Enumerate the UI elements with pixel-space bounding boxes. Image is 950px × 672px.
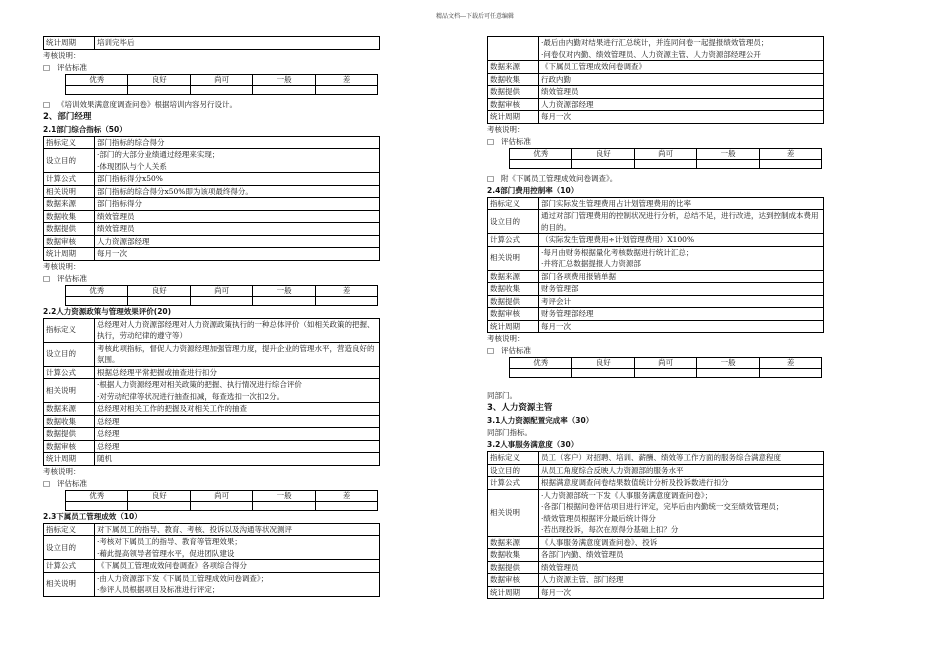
subsection-title: 3.1人力资源配置完成率（30） bbox=[487, 416, 594, 425]
field-value: 总经理 bbox=[95, 440, 380, 453]
field-label: 计算公式 bbox=[44, 366, 95, 379]
indicator-table bbox=[43, 523, 380, 597]
criteria-item: □ 评估标准 bbox=[487, 136, 531, 146]
same-indicator-note: 同部门指标。 bbox=[487, 428, 532, 437]
field-label: 数据来源 bbox=[488, 270, 539, 283]
subsection-title: 2.4部门费用控制率（10） bbox=[487, 185, 579, 195]
field-label: 数据来源 bbox=[44, 403, 95, 416]
table-row bbox=[488, 586, 824, 599]
field-value: 部门实际发生管理费用占计划管理费用的比率 bbox=[539, 197, 824, 210]
evaluation-scale-table: 优秀 良好 尚可 一般 差 bbox=[65, 490, 378, 511]
table-row bbox=[488, 86, 824, 99]
field-value: 部门指标的综合得分x50%即为该项最终得分。 bbox=[95, 185, 380, 198]
table-row bbox=[488, 320, 824, 333]
same-department-note: 同部门。 bbox=[487, 391, 517, 400]
table-row bbox=[44, 248, 380, 261]
field-label: 数据提供 bbox=[44, 428, 95, 441]
checkbox-icon: □ bbox=[43, 478, 51, 488]
subsection-title: 3.2人事服务满意度（30） bbox=[487, 440, 579, 449]
table-row bbox=[44, 440, 380, 453]
field-label: 数据收集 bbox=[488, 549, 539, 562]
field-label: 统计周期 bbox=[44, 453, 95, 466]
field-value: ·部门的大部分业绩通过经理来实现； ·体现团队与个人关系 bbox=[95, 149, 380, 173]
field-value: （实际发生管理费用÷计划管理费用）X100% bbox=[539, 234, 824, 247]
field-label: 数据审核 bbox=[44, 440, 95, 453]
evaluation-scale-table: 优秀 良好 尚可 一般 差 bbox=[65, 285, 378, 306]
field-value: 通过对部门管理费用的控制状况进行分析，总结不足，进行改进，达到控制成本费用的目的。 bbox=[539, 210, 824, 234]
field-label: 数据来源 bbox=[488, 61, 539, 74]
left-column bbox=[43, 36, 380, 597]
criteria-item: □ 评估标准 bbox=[43, 478, 87, 488]
table-row bbox=[488, 477, 824, 490]
table-row bbox=[44, 428, 380, 441]
evaluation-scale-table: 优秀 良好 尚可 一般 差 bbox=[509, 148, 822, 169]
field-label: 统计周期 bbox=[44, 37, 95, 50]
field-value: 根据总经理平常把握或抽查进行扣分 bbox=[95, 366, 380, 379]
table-row bbox=[44, 173, 380, 186]
table-row bbox=[44, 415, 380, 428]
field-label: 统计周期 bbox=[44, 248, 95, 261]
field-label: 设立目的 bbox=[44, 149, 95, 173]
table-row bbox=[488, 283, 824, 296]
indicator-table bbox=[487, 197, 824, 334]
field-value: 部门指标的综合得分 bbox=[95, 136, 380, 149]
field-value: ·根据人力资源经理对相关政策的把握、执行情况进行综合评价 ·对劳动纪律等状况进行抽查扣减，每查选扣一次扣2分。 bbox=[95, 379, 380, 403]
table-row bbox=[44, 198, 380, 211]
criteria-item: □ 评估标准 bbox=[43, 273, 87, 283]
table-row bbox=[488, 73, 824, 86]
criteria-item: □ 评估标准 bbox=[43, 62, 87, 72]
scale-excellent: 优秀 bbox=[66, 74, 128, 85]
assessment-note: 考核说明： bbox=[487, 334, 525, 343]
attachment-note: □ 附《下属员工管理成效问卷调查》。 bbox=[487, 173, 618, 183]
field-label: 数据收集 bbox=[488, 73, 539, 86]
table-row bbox=[488, 111, 824, 124]
field-label: 数据收集 bbox=[44, 210, 95, 223]
table-row bbox=[44, 379, 380, 403]
field-label: 数据来源 bbox=[44, 198, 95, 211]
table-row bbox=[488, 98, 824, 111]
field-label: 计算公式 bbox=[44, 173, 95, 186]
field-label: 数据收集 bbox=[44, 415, 95, 428]
field-value: 《下属员工管理成效问卷调查》 bbox=[539, 61, 824, 74]
field-label: 数据收集 bbox=[488, 283, 539, 296]
field-label: 数据提供 bbox=[44, 223, 95, 236]
field-value: 绩效管理员 bbox=[539, 86, 824, 99]
field-label: 指标定义 bbox=[44, 318, 95, 342]
field-value: 部门指标得分x50% bbox=[95, 173, 380, 186]
table-row bbox=[488, 464, 824, 477]
checkbox-icon: □ bbox=[487, 346, 495, 355]
subsection-title: 2.2人力资源政策与管理效果评价(20) bbox=[43, 306, 172, 316]
field-value: ·人力资源部统一下发《人事服务满意度调查问卷》； ·各部门根据问卷评估项目进行评定，完毕后由内勤统一交至绩效管理员； ·绩效管理员根据评分最后统计得分 ·若出现投诉，每次在原得分基础上扣？分 bbox=[539, 489, 824, 536]
indicator-table bbox=[487, 451, 824, 599]
table-row bbox=[488, 308, 824, 321]
field-value: 考核此项指标，督促人力资源经理加强管理力度，提升企业的管理水平，营造良好的氛围。 bbox=[95, 342, 380, 366]
field-value: 考评会计 bbox=[539, 295, 824, 308]
field-value: ·最后由内勤对结果进行汇总统计，并连同问卷一起提报绩效管理员； ·问卷仅对内勤、绩效管理员、人力资源主管、人力资源部经理公开 bbox=[539, 37, 824, 61]
section-title: 3、人力资源主管 bbox=[487, 403, 553, 413]
field-value: 绩效管理员 bbox=[95, 223, 380, 236]
field-value: 部门各项费用报销单据 bbox=[539, 270, 824, 283]
field-label: 设立目的 bbox=[488, 210, 539, 234]
field-label: 设立目的 bbox=[488, 464, 539, 477]
table-row bbox=[488, 561, 824, 574]
indicator-table bbox=[43, 318, 380, 466]
table-row bbox=[488, 295, 824, 308]
field-label: 指标定义 bbox=[44, 523, 95, 536]
field-value: 绩效管理员 bbox=[95, 210, 380, 223]
table-row bbox=[44, 185, 380, 198]
field-label: 计算公式 bbox=[488, 477, 539, 490]
section-title: 2、部门经理 bbox=[43, 111, 92, 122]
table-row bbox=[44, 149, 380, 173]
table-row bbox=[44, 342, 380, 366]
table-row bbox=[44, 318, 380, 342]
field-value: 财务管理部经理 bbox=[539, 308, 824, 321]
field-value: 总经理 bbox=[95, 428, 380, 441]
indicator-table bbox=[43, 136, 380, 261]
field-value: 行政内勤 bbox=[539, 73, 824, 86]
field-value: 每月一次 bbox=[95, 248, 380, 261]
scale-average: 一般 bbox=[253, 74, 315, 85]
field-value: 人力资源部经理 bbox=[95, 235, 380, 248]
field-value: 财务管理部 bbox=[539, 283, 824, 296]
field-label: 相关说明 bbox=[44, 572, 95, 596]
field-value: 从员工角度综合反映人力资源部的服务水平 bbox=[539, 464, 824, 477]
table-row bbox=[488, 574, 824, 587]
checkbox-icon: □ bbox=[43, 273, 51, 283]
field-label: 数据来源 bbox=[488, 536, 539, 549]
checkbox-icon: □ bbox=[487, 173, 495, 183]
field-value: 对下属员工的指导、教育、考核、投诉以及沟通等状况测评 bbox=[95, 523, 380, 536]
subsection-title: 2.3下属员工管理成效（10） bbox=[43, 511, 142, 521]
field-value: 总经理对相关工作的把握及对相关工作的抽查 bbox=[95, 403, 380, 416]
training-period-table bbox=[43, 36, 380, 50]
table-row bbox=[44, 523, 380, 536]
indicator-table-continued bbox=[487, 36, 824, 124]
field-label: 指标定义 bbox=[488, 452, 539, 465]
table-row bbox=[488, 452, 824, 465]
field-value: 总经理 bbox=[95, 415, 380, 428]
table-row bbox=[44, 136, 380, 149]
table-row bbox=[44, 366, 380, 379]
field-value: 各部门内勤、绩效管理员 bbox=[539, 549, 824, 562]
table-row bbox=[488, 61, 824, 74]
field-label: 相关说明 bbox=[44, 185, 95, 198]
field-label: 计算公式 bbox=[488, 234, 539, 247]
assessment-note: 考核说明： bbox=[43, 50, 81, 60]
table-row bbox=[44, 235, 380, 248]
checkbox-icon: □ bbox=[43, 99, 51, 109]
table-row bbox=[44, 453, 380, 466]
field-value: ·每月由财务根据量化考核数据进行统计汇总； ·并将汇总数据提报人力资源部 bbox=[539, 246, 824, 270]
assessment-note: 考核说明： bbox=[487, 124, 525, 134]
field-value: 绩效管理员 bbox=[539, 561, 824, 574]
field-label: 数据审核 bbox=[488, 308, 539, 321]
field-value: 员工（客户）对招聘、培训、薪酬、绩效等工作方面的服务综合满意程度 bbox=[539, 452, 824, 465]
field-value: 总经理对人力资源部经理对人力资源政策执行的一种总体评价（如相关政策的把握、执行，劳动纪律的遵守等） bbox=[95, 318, 380, 342]
table-row bbox=[488, 536, 824, 549]
table-row bbox=[44, 210, 380, 223]
field-value: 每月一次 bbox=[539, 586, 824, 599]
page-header: 精品文档---下载后可任意编辑 bbox=[435, 13, 515, 20]
field-value: 根据满意度调查问卷结果数值统计分析及投诉数进行扣分 bbox=[539, 477, 824, 490]
field-label: 数据提供 bbox=[488, 561, 539, 574]
field-label: 相关说明 bbox=[488, 246, 539, 270]
field-value: ·由人力资源部下发《下属员工管理成效问卷调查》； ·参评人员根据项目及标准进行评定； bbox=[95, 572, 380, 596]
checkbox-icon: □ bbox=[487, 136, 495, 146]
table-row bbox=[44, 223, 380, 236]
field-label: 统计周期 bbox=[488, 586, 539, 599]
table-row bbox=[44, 37, 380, 50]
field-label bbox=[488, 37, 539, 61]
criteria-item: □ 评估标准 bbox=[487, 346, 531, 355]
right-column bbox=[487, 36, 824, 599]
scale-poor: 差 bbox=[315, 74, 378, 85]
scale-fair: 尚可 bbox=[190, 74, 252, 85]
assessment-note: 考核说明： bbox=[43, 261, 81, 271]
table-row bbox=[44, 572, 380, 596]
table-row bbox=[488, 549, 824, 562]
table-row bbox=[44, 536, 380, 560]
field-label: 设立目的 bbox=[44, 536, 95, 560]
table-row bbox=[488, 37, 824, 61]
field-value: 《下属员工管理成效问卷调查》各项综合得分 bbox=[95, 560, 380, 573]
field-value: 部门指标得分 bbox=[95, 198, 380, 211]
field-label: 指标定义 bbox=[488, 197, 539, 210]
table-row bbox=[488, 270, 824, 283]
field-value: 人力资源部经理 bbox=[539, 98, 824, 111]
field-value: 每月一次 bbox=[539, 320, 824, 333]
evaluation-scale-table bbox=[65, 74, 378, 95]
field-value: ·考核对下属员工的指导、教育等管理效果； ·藉此提高领导者管理水平，促进团队建设 bbox=[95, 536, 380, 560]
questionnaire-note: □ 《培训效果满意度调查问卷》根据培训内容另行设计。 bbox=[43, 99, 237, 109]
field-label: 统计周期 bbox=[488, 320, 539, 333]
field-label: 计算公式 bbox=[44, 560, 95, 573]
field-label: 数据审核 bbox=[488, 574, 539, 587]
field-label: 指标定义 bbox=[44, 136, 95, 149]
field-label: 数据审核 bbox=[488, 98, 539, 111]
table-row bbox=[488, 489, 824, 536]
table-row bbox=[44, 560, 380, 573]
field-label: 相关说明 bbox=[44, 379, 95, 403]
assessment-note: 考核说明： bbox=[43, 466, 81, 476]
table-row bbox=[488, 210, 824, 234]
scale-good: 良好 bbox=[128, 74, 190, 85]
field-label: 设立目的 bbox=[44, 342, 95, 366]
field-value: 随机 bbox=[95, 453, 380, 466]
table-row bbox=[488, 234, 824, 247]
field-label: 数据提供 bbox=[488, 86, 539, 99]
field-label: 数据提供 bbox=[488, 295, 539, 308]
table-row bbox=[44, 403, 380, 416]
field-label: 相关说明 bbox=[488, 489, 539, 536]
evaluation-scale-table: 优秀 良好 尚可 一般 差 bbox=[509, 357, 822, 378]
table-row bbox=[488, 197, 824, 210]
field-value: 人力资源主管、部门经理 bbox=[539, 574, 824, 587]
table-row bbox=[488, 246, 824, 270]
field-value: 培训完毕后 bbox=[95, 37, 380, 50]
field-label: 数据审核 bbox=[44, 235, 95, 248]
field-value: 《人事服务满意度调查问卷》、投诉 bbox=[539, 536, 824, 549]
checkbox-icon: □ bbox=[43, 62, 51, 72]
field-label: 统计周期 bbox=[488, 111, 539, 124]
field-value: 每月一次 bbox=[539, 111, 824, 124]
subsection-title: 2.1部门综合指标（50） bbox=[43, 124, 127, 134]
